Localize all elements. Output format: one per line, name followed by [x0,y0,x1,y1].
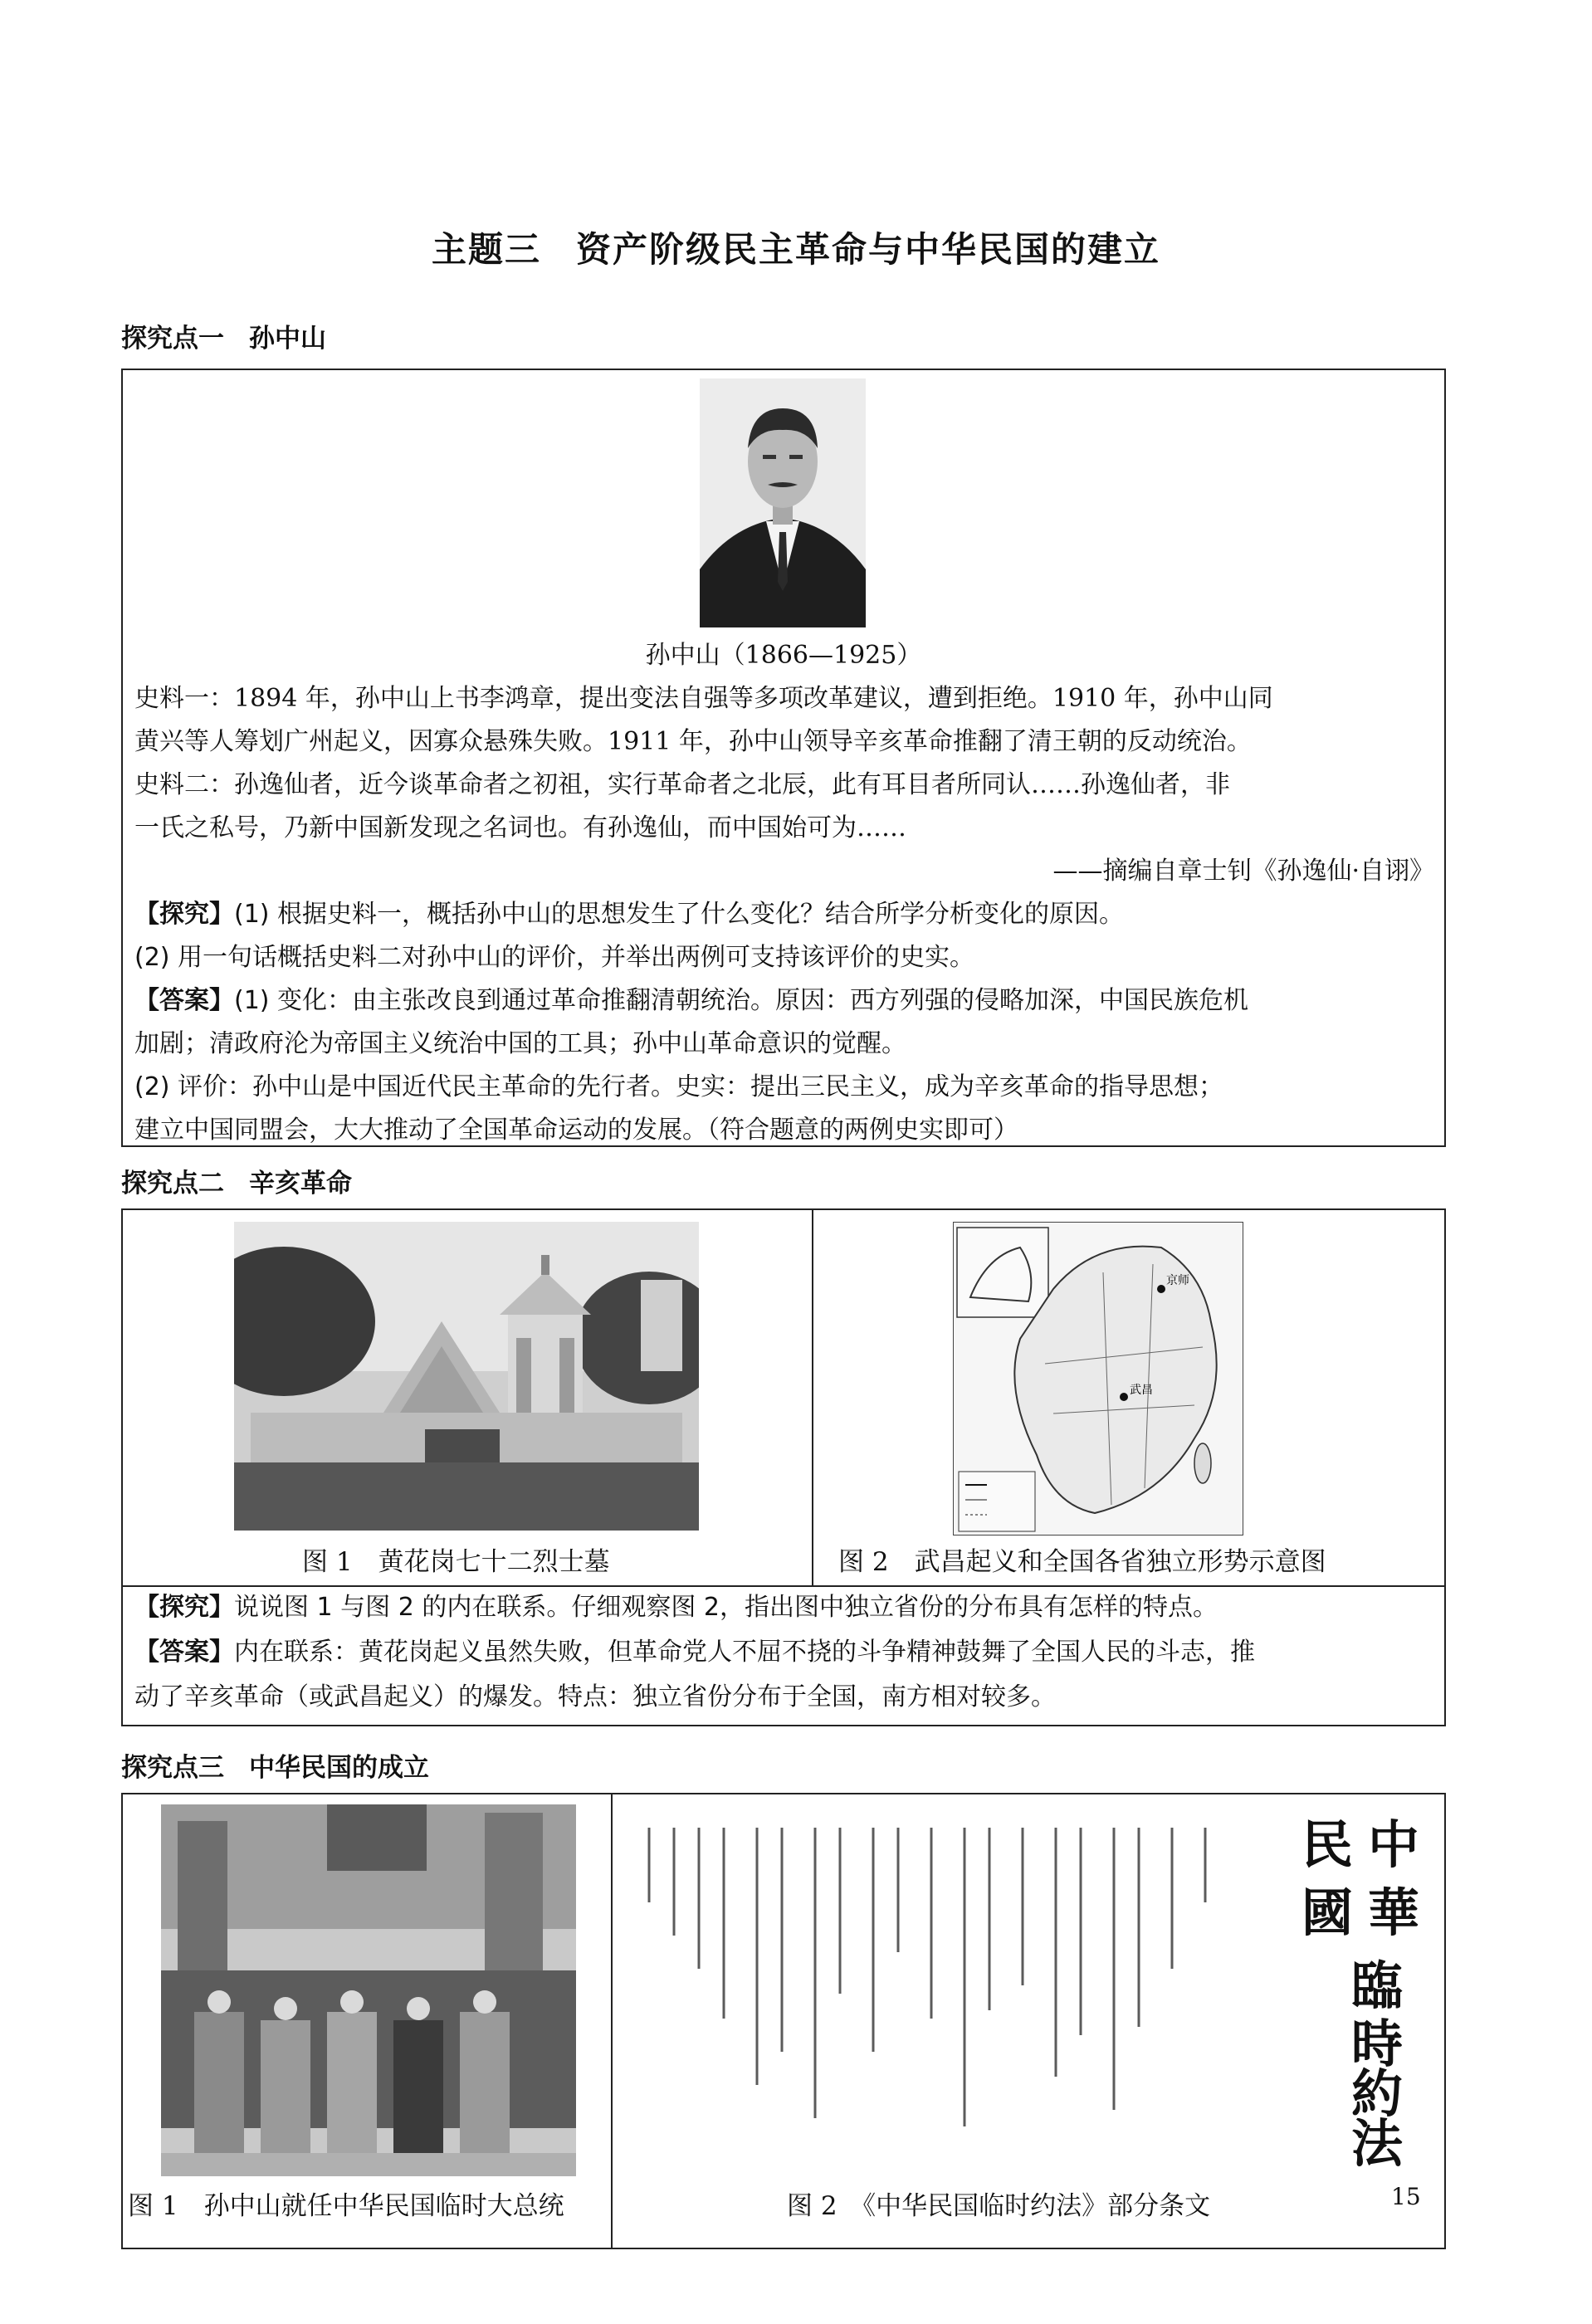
provisional-constitution-image [624,1803,1438,2176]
explore-question-2: (2) 用一句话概括史料二对孙中山的评价，并举出两例可支持该评价的史实。 [134,943,975,972]
answer: 【答案】内在联系：黄花岗起义虽然失败，但革命党人不屈不挠的斗争精神鼓舞了全国人民的斗志，推 [134,1638,1255,1667]
answer-2-cont: 建立中国同盟会，大大推动了全国革命运动的发展。（符合题意的两例史实即可） [134,1116,1018,1145]
portrait-caption: 孙中山（1866—1925） [645,641,922,670]
answer-tag: 【答案】 [134,986,234,1015]
portrait-photo [700,378,866,627]
wuchang-uprising-map [953,1222,1243,1536]
source-line: 史料二：孙逸仙者，近今谈革命者之初祖，实行革命者之北辰，此有耳目者所同认……孙逸仙者，非 [134,770,1230,799]
portrait-image [700,378,866,627]
source-text-block [134,677,1434,1152]
page-title: 主题三 资产阶级民主革命与中华民国的建立 [431,229,1161,270]
explore-question-1: 【探究】(1) 根据史料一，概括孙中山的思想发生了什么变化？结合所学分析变化的原因。 [134,900,1125,929]
constitution-calligraphy-title: 中 華 民 國 臨 時 約 法 [1301,1814,1420,2174]
source-line: 一氏之私号，乃新中国新发现之名词也。有孙逸仙，而中国始可为…… [134,813,906,842]
source-line: 黄兴等人筹划广州起义，因寡众悬殊失败。1911 年，孙中山领导辛亥革命推翻了清王朝的反动统治。 [134,727,1252,756]
page-number: 15 [1391,2183,1421,2210]
inauguration-group-photo [161,1804,576,2176]
map-label-wuchang: 武昌 [1130,1384,1153,1397]
cemetery-image [234,1222,699,1531]
answer-2: (2) 评价：孙中山是中国近代民主革命的先行者。史实：提出三民主义，成为辛亥革命的指导思想； [134,1072,1224,1101]
answer-1-cont: 加剧；清政府沦为帝国主义统治中国的工具；孙中山革命意识的觉醒。 [134,1029,906,1058]
figure-1-caption: 图 1 黄花岗七十二烈士墓 [302,1547,610,1577]
inquiry-box-1 [121,369,1446,1147]
column-divider [812,1210,813,1585]
independence-map-image [954,1223,1243,1536]
answer-cont: 动了辛亥革命（或武昌起义）的爆发。特点：独立省份分布于全国，南方相对较多。 [134,1682,1056,1711]
explore-tag: 【探究】 [134,1593,234,1622]
section-heading-roc-founding: 探究点三 中华民国的成立 [121,1753,429,1783]
figure-1-caption: 图 1 孙中山就任中华民国临时大总统 [128,2191,564,2221]
answer-1: 【答案】(1) 变化：由主张改良到通过革命推翻清朝统治。原因：西方列强的侵略加深，中国民族危机 [134,986,1249,1015]
column-divider [611,1794,613,2248]
answer-tag: 【答案】 [134,1638,234,1667]
huanghuagang-cemetery-photo [234,1222,699,1531]
explore-tag: 【探究】 [134,900,234,929]
figure-2-caption: 图 2 《中华民国临时约法》部分条文 [787,2191,1211,2221]
source-line: 史料一：1894 年，孙中山上书李鸿章，提出变法自强等多项改革建议，遭到拒绝。1910 年，孙中山同 [134,684,1273,713]
xinhai-text-block [134,1585,1434,1720]
source-citation: ——摘编自章士钊《孙逸仙·自诩》 [1052,857,1434,886]
section-heading-sun-yat-sen: 探究点一 孙中山 [121,324,326,354]
section-heading-xinhai-revolution: 探究点二 辛亥革命 [121,1169,352,1199]
map-label-capital: 京师 [1166,1274,1189,1287]
group-photo-image [161,1804,576,2176]
figure-2-caption: 图 2 武昌起义和全国各省独立形势示意图 [838,1547,1326,1577]
explore-question: 【探究】说说图 1 与图 2 的内在联系。仔细观察图 2，指出图中独立省份的分布具有怎样的特点。 [134,1593,1218,1622]
inquiry-box-3 [121,1793,1446,2249]
inquiry-box-2 [121,1208,1446,1726]
